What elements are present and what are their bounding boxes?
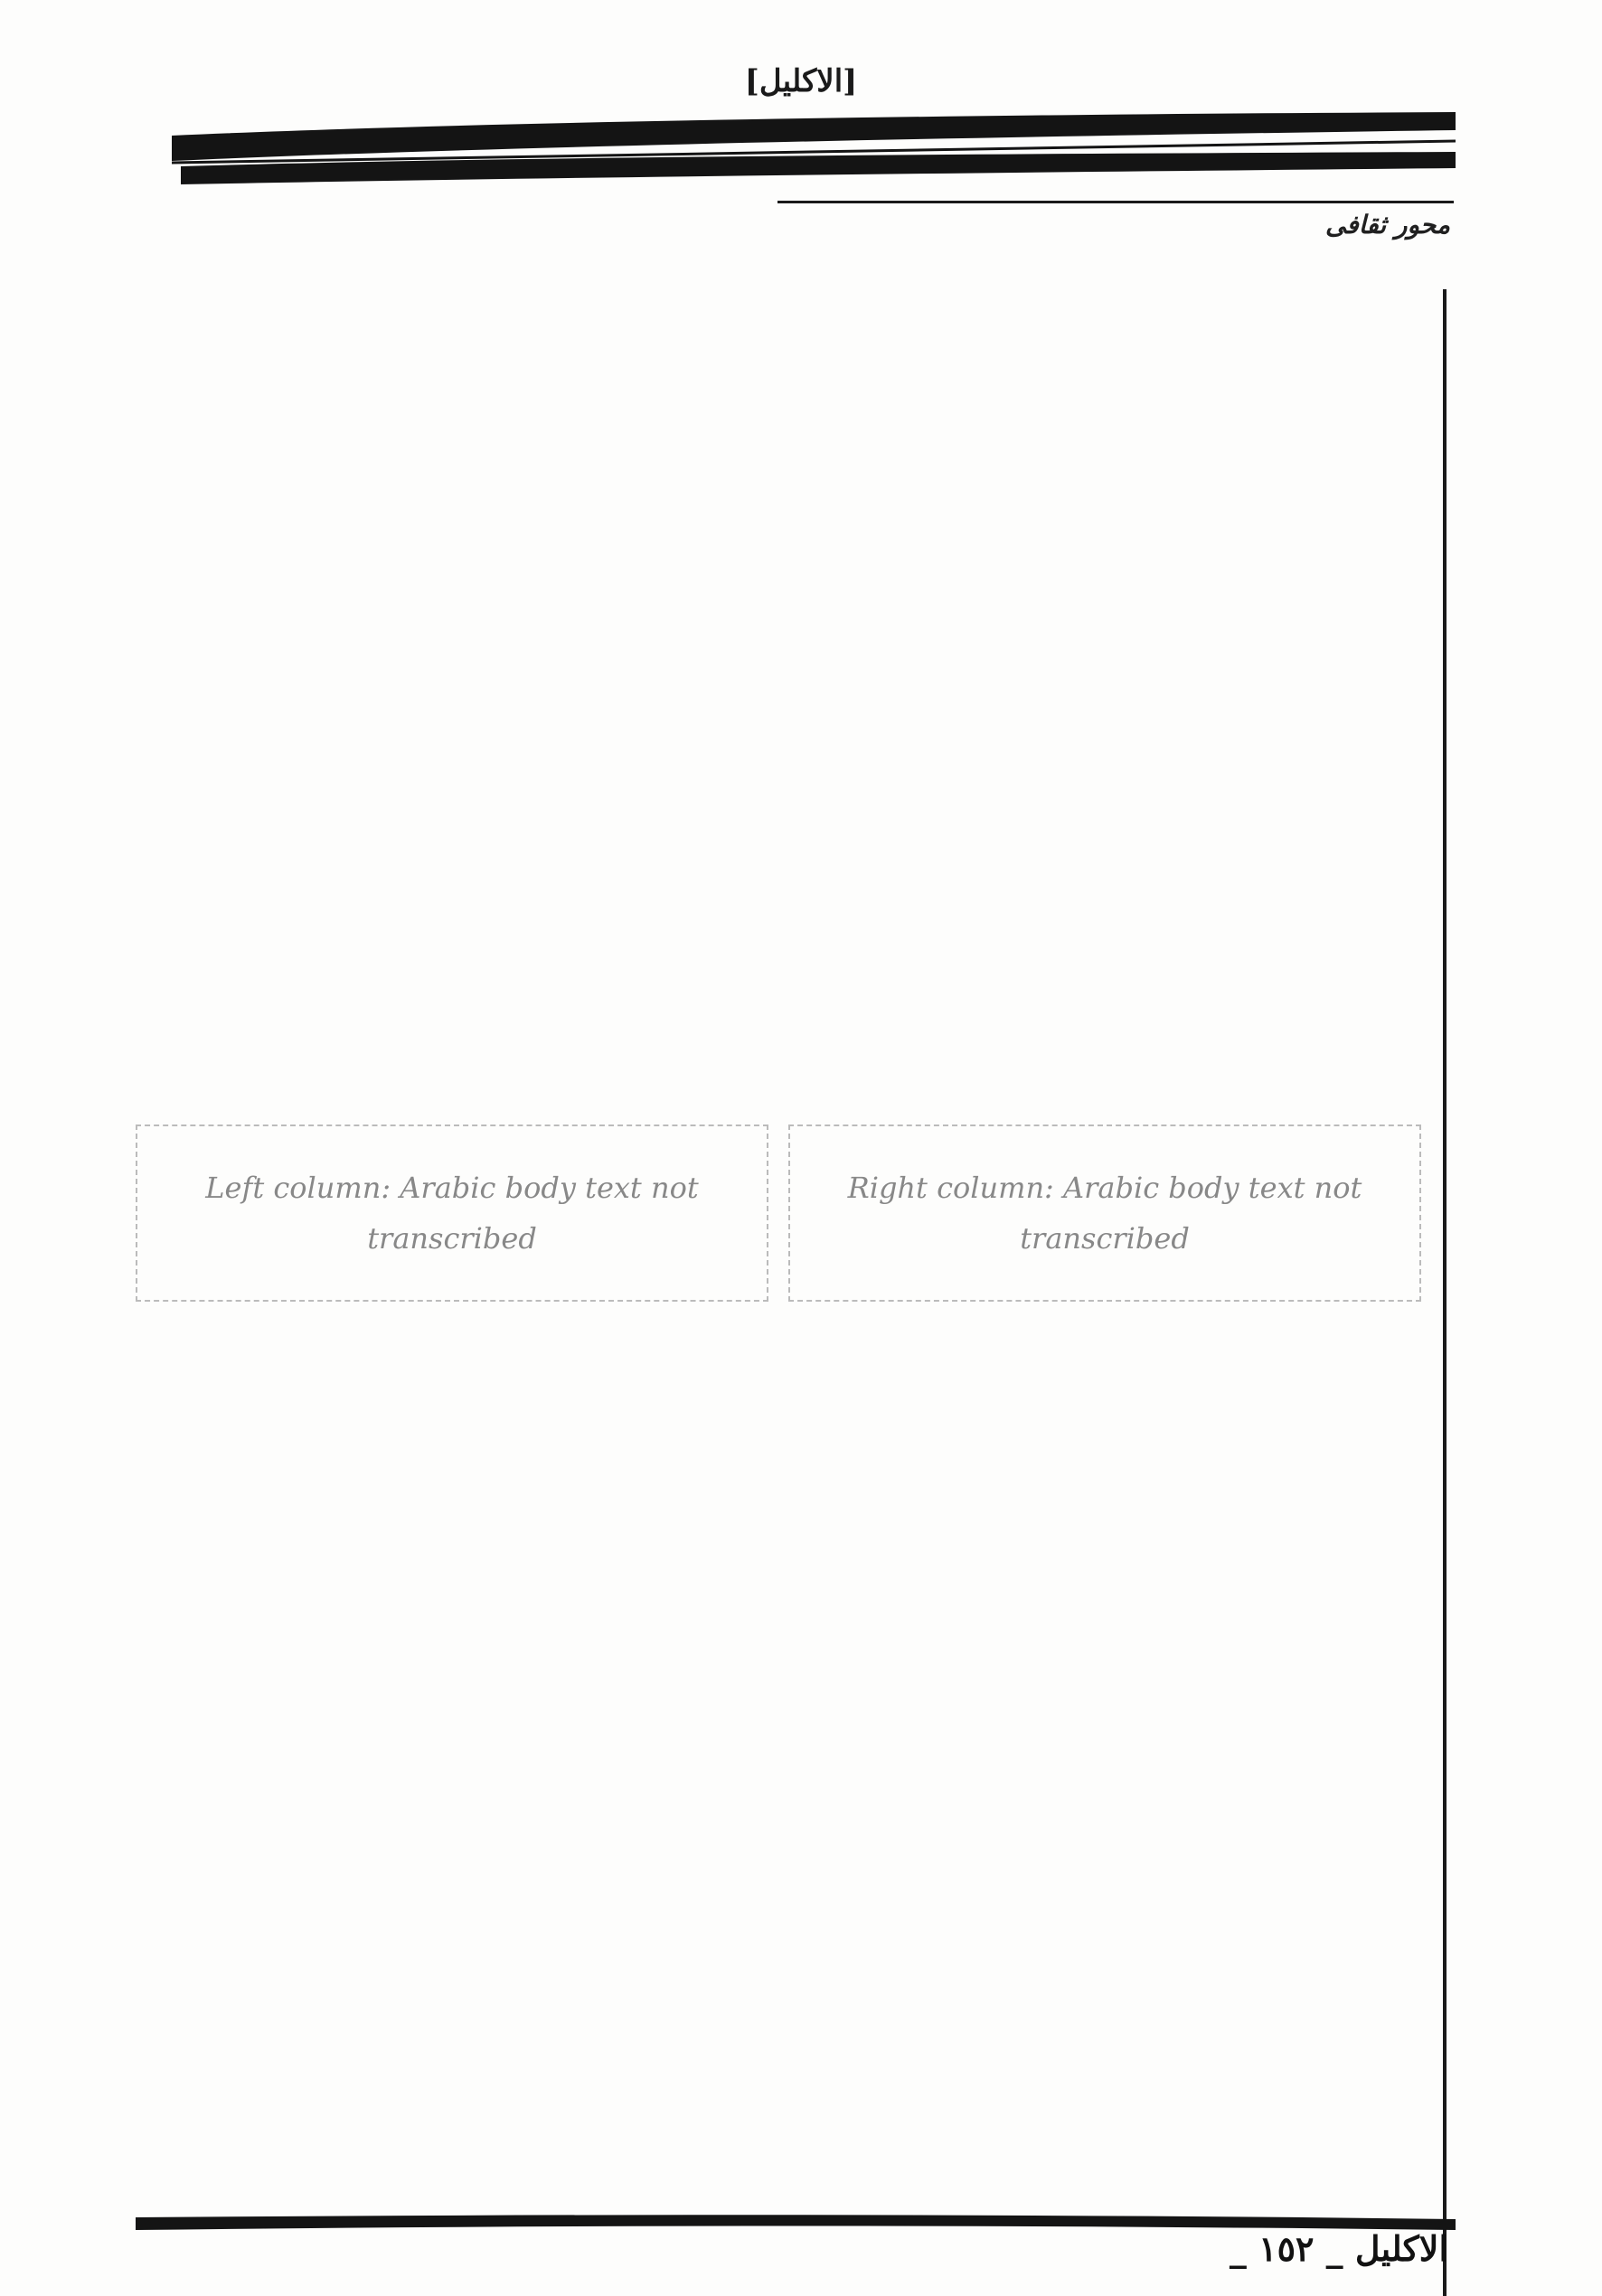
- text-placeholder: Right column: Arabic body text not transcribed: [788, 1124, 1421, 1302]
- text-placeholder: Left column: Arabic body text not transcribed: [136, 1124, 768, 1302]
- column-rule: [1443, 289, 1447, 2296]
- article-column-right: [788, 237, 1421, 2189]
- section-tag: محور ثقافى: [1324, 210, 1450, 240]
- journal-title: [الاكليل]: [744, 63, 858, 99]
- section-rule: [777, 201, 1454, 203]
- header-band: [172, 108, 1456, 190]
- article-column-left: [136, 237, 768, 2189]
- page-number: الاكليل _ ١٥٢ _: [1229, 2228, 1448, 2269]
